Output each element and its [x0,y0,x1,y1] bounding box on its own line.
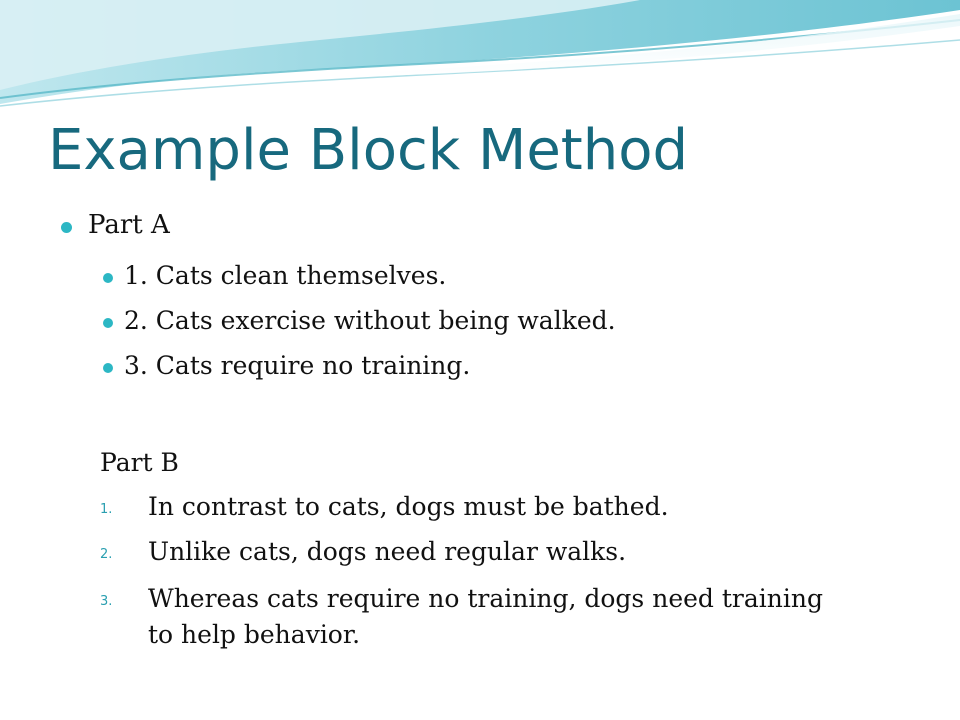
part-a-item: 3. Cats require no training. [124,351,471,380]
part-b-label: Part B [100,448,179,477]
slide-title: Example Block Method [48,118,689,183]
part-a-item: 2. Cats exercise without being walked. [124,306,616,335]
bullet-icon [61,222,72,233]
list-number: 3. [100,594,113,609]
bullet-icon [103,363,113,373]
part-b-item: Unlike cats, dogs need regular walks. [148,537,627,566]
part-b-item-continuation: to help behavior. [148,620,361,649]
part-b-item: In contrast to cats, dogs must be bathed. [148,492,669,521]
header-swoosh-decoration [0,0,960,120]
part-a-label: Part A [88,210,170,240]
part-b-item: Whereas cats require no training, dogs need training [148,584,823,613]
list-number: 2. [100,547,113,562]
list-number: 1. [100,502,113,517]
bullet-icon [103,273,113,283]
part-a-item: 1. Cats clean themselves. [124,261,447,290]
bullet-icon [103,318,113,328]
